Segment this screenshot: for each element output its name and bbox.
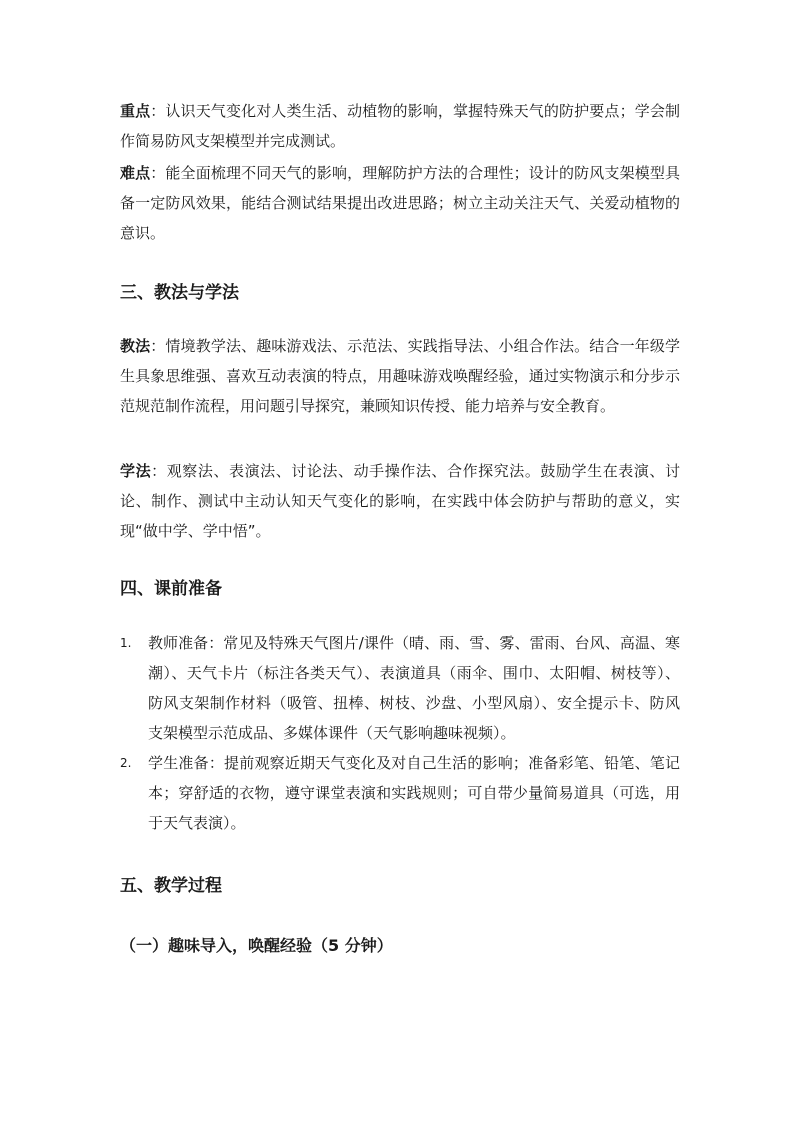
section-5-heading: 五、教学过程 [120,876,222,896]
list-number: 1. [120,636,132,650]
teaching-method-text: ：情境教学法、趣味游戏法、示范法、实践指导法、小组合作法。结合一年级学生具象思维强、喜欢互动表演的特点，用趣味游戏唤醒经验，通过实物演示和分步示范规范制作流程，用问题引导探究，兼顾知识传授、能力培养与安全教育。 [120,337,680,415]
section-3-heading: 三、教法与学法 [120,283,239,303]
key-points-text: ：认识天气变化对人类生活、动植物的影响，掌握特殊天气的防护要点；学会制作简易防风支架模型并完成测试。 [120,102,680,150]
list-item-text: 学生准备：提前观察近期天气变化及对自己生活的影响；准备彩笔、铅笔、笔记本；穿舒适的衣物，遵守课堂表演和实践规则；可自带少量简易道具（可选，用于天气表演）。 [148,754,680,832]
key-points-paragraph [120,96,680,156]
difficult-points-paragraph [120,158,680,248]
list-number: 2. [120,756,132,770]
list-item-text: 教师准备：常见及特殊天气图片/课件（晴、雨、雪、雾、雷雨、台风、高温、寒潮）、天气卡片（标注各类天气）、表演道具（雨伞、围巾、太阳帽、树枝等）、防风支架制作材料（吸管、扭棒、树枝、沙盘、小型风扇）、安全提示卡、防风支架模型示范成品、多媒体课件（天气影响趣味视频）。 [148,634,680,742]
list-item [120,748,680,838]
section-4-heading: 四、课前准备 [120,579,222,599]
section-5-subheading: （一）趣味导入，唤醒经验（5 分钟） [120,936,393,955]
difficult-points-text: ：能全面梳理不同天气的影响，理解防护方法的合理性；设计的防风支架模型具备一定防风效果，能结合测试结果提出改进思路；树立主动关注天气、关爱动植物的意识。 [120,164,680,242]
teaching-method-label: 教法 [120,337,151,355]
teaching-method-paragraph [120,331,680,421]
learning-method-paragraph [120,456,680,546]
preparation-list [120,628,680,838]
learning-method-label: 学法 [120,462,152,480]
list-item [120,628,680,748]
difficult-points-label: 难点 [120,164,151,182]
learning-method-text: ：观察法、表演法、讨论法、动手操作法、合作探究法。鼓励学生在表演、讨论、制作、测试中主动认知天气变化的影响，在实践中体会防护与帮助的意义，实现“做中学、学中悟”。 [120,462,680,540]
key-points-label: 重点 [120,102,151,120]
